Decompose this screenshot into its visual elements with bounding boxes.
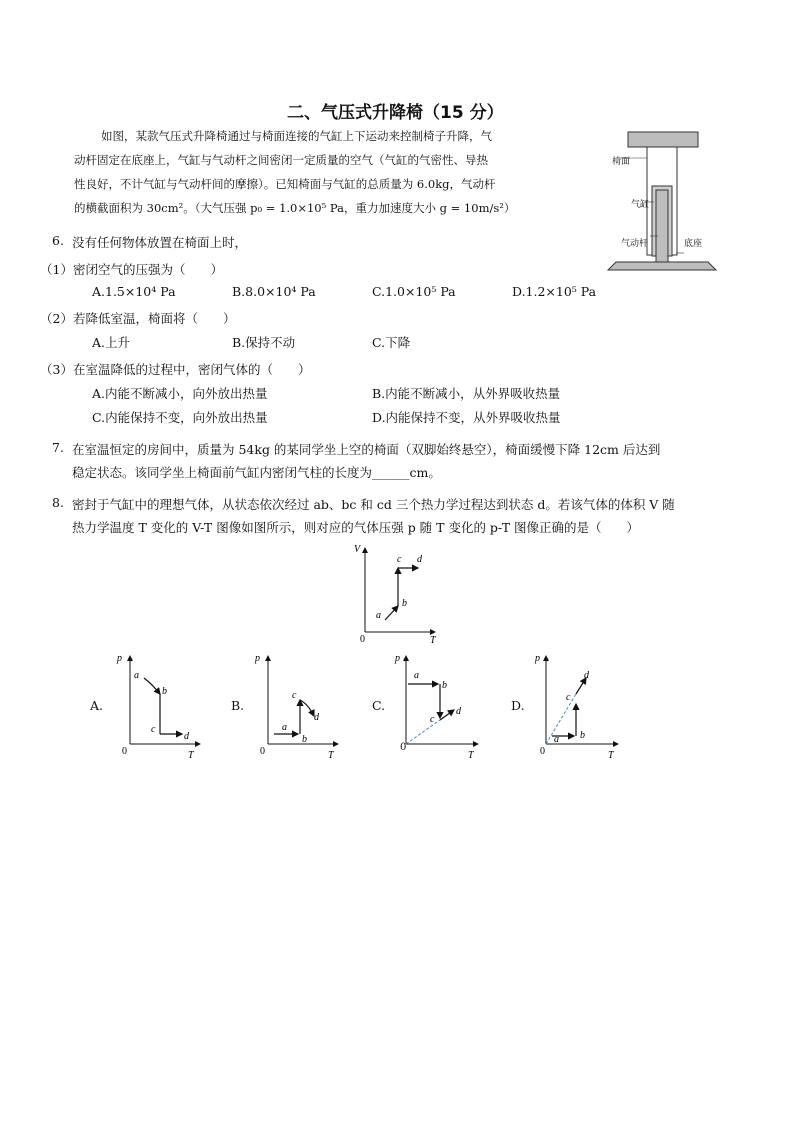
option-b-letter[interactable]: B. — [231, 698, 245, 713]
vt-chart — [350, 540, 442, 646]
pt-a-origin: 0 — [122, 746, 127, 757]
option-c-letter[interactable]: C. — [372, 698, 386, 713]
pt-a-segment-ab — [144, 678, 160, 694]
pt-c-origin: 0 — [400, 742, 407, 753]
q6-part3-option-c[interactable]: C.内能保持不变，向外放出热量 — [92, 410, 268, 425]
pt-d-origin: 0 — [540, 746, 545, 757]
q6-part1-option-d[interactable]: D.1.2×10⁵ Pa — [512, 284, 597, 299]
vt-label-a: a — [376, 610, 381, 621]
pt-chart-d[interactable] — [532, 648, 624, 760]
q6-part3-stem: （3）在室温降低的过程中，密闭气体的（ ） — [40, 362, 311, 377]
vt-x-label: T — [430, 635, 436, 646]
vt-label-d: d — [417, 554, 422, 565]
pt-a-label-b: b — [162, 686, 167, 697]
pt-c-y-label: p — [395, 653, 400, 664]
pt-b-label-b: b — [302, 734, 307, 745]
q6-part1-stem: （1）密闭空气的压强为（ ） — [40, 262, 223, 277]
vt-y-label: V — [354, 544, 361, 555]
intro-line-4: 的横截面积为 30cm²。（大气压强 p₀ = 1.0×10⁵ Pa，重力加速度大小 g = 10m/s²） — [74, 201, 516, 215]
base-plate — [608, 262, 716, 270]
q6-number: 6. — [52, 233, 64, 248]
cylinder-label: 气缸 — [631, 200, 650, 210]
pt-c-label-a: a — [414, 670, 419, 681]
rod-label: 气动杆 — [621, 239, 649, 249]
pt-c-x-label: T — [468, 750, 474, 760]
intro-line-2: 动杆固定在底座上，气缸与气动杆之间密闭一定质量的空气（气缸的气密性、导热 — [74, 153, 488, 167]
pt-a-label-c: c — [151, 724, 156, 735]
pt-d-label-b: b — [580, 730, 585, 741]
q6-part2-option-c[interactable]: C.下降 — [372, 335, 411, 350]
pt-c-label-d: d — [456, 706, 461, 717]
pt-b-label-a: a — [282, 722, 287, 733]
pt-b-x-label: T — [328, 750, 334, 760]
q8-number: 8. — [52, 495, 64, 510]
pt-c-label-b: b — [442, 680, 447, 691]
chair-figure — [600, 128, 722, 274]
base-label: 底座 — [684, 239, 703, 249]
vt-segment-ab — [385, 606, 398, 620]
pt-chart-b[interactable] — [252, 648, 342, 760]
seat-label: 椅面 — [612, 157, 631, 167]
q6-part2-option-b[interactable]: B.保持不动 — [232, 335, 296, 350]
q6-part2-stem: （2）若降低室温，椅面将（ ） — [40, 311, 236, 326]
pt-a-x-label: T — [188, 750, 194, 760]
q7-line-2: 稳定状态。该同学坐上椅面前气缸内密闭气柱的长度为______cm。 — [72, 465, 441, 480]
q6-part1-option-a[interactable]: A.1.5×10⁴ Pa — [92, 284, 176, 299]
pt-a-label-a: a — [134, 670, 139, 681]
pt-d-label-c: c — [566, 692, 571, 703]
q6-part2-option-a[interactable]: A.上升 — [92, 335, 131, 350]
rod-body — [656, 190, 668, 262]
pt-d-label-d: d — [584, 670, 589, 681]
q6-part1-option-b[interactable]: B.8.0×10⁴ Pa — [232, 284, 316, 299]
option-a-letter[interactable]: A. — [90, 698, 104, 713]
pt-b-label-d: d — [314, 712, 319, 723]
q6-part3-option-a[interactable]: A.内能不断减小，向外放出热量 — [92, 386, 268, 401]
pt-a-label-d: d — [184, 731, 189, 742]
section-title: 二、气压式升降椅（15 分） — [287, 103, 504, 123]
pt-d-x-label: T — [608, 750, 614, 760]
q8-line-1: 密封于气缸中的理想气体，从状态依次经过 ab、bc 和 cd 三个热力学过程达到状态 d。若该气体的体积 V 随 — [72, 497, 675, 512]
pt-chart-a[interactable] — [112, 648, 202, 760]
pt-b-label-c: c — [292, 690, 297, 701]
pt-b-origin: 0 — [260, 746, 265, 757]
pt-b-segment-cd — [300, 700, 314, 716]
vt-label-c: c — [397, 554, 402, 565]
q8-line-2: 热力学温度 T 变化的 V-T 图像如图所示，则对应的气体压强 p 随 T 变化的 p-T 图像正确的是（ ） — [72, 520, 640, 535]
pt-d-y-label: p — [535, 653, 540, 664]
q6-part3-option-b[interactable]: B.内能不断减小，从外界吸收热量 — [372, 386, 561, 401]
q6-part1-option-c[interactable]: C.1.0×10⁵ Pa — [372, 284, 456, 299]
pt-b-y-label: p — [255, 653, 260, 664]
option-d-letter[interactable]: D. — [511, 698, 525, 713]
pt-c-label-c: c — [430, 714, 435, 725]
pt-a-y-label: p — [117, 653, 122, 664]
q7-number: 7. — [52, 440, 64, 455]
q6-part3-option-d[interactable]: D.内能保持不变，从外界吸收热量 — [372, 410, 561, 425]
intro-line-3: 性良好，不计气缸与气动杆间的摩擦）。已知椅面与气缸的总质量为 6.0kg，气动杆 — [74, 177, 496, 191]
pt-c-dashed-guide — [406, 720, 440, 744]
pt-d-label-a: a — [554, 734, 559, 745]
q7-line-1: 在室温恒定的房间中，质量为 54kg 的某同学坐上空的椅面（双脚始终悬空），椅面缓慢下降 12cm 后达到 — [72, 442, 661, 457]
intro-line-1: 如图，某款气压式升降椅通过与椅面连接的气缸上下运动来控制椅子升降，气 — [101, 129, 492, 143]
seat-plate — [628, 132, 698, 147]
vt-origin: 0 — [360, 634, 365, 645]
pt-c-segment-cd — [440, 710, 454, 720]
vt-label-b: b — [402, 598, 407, 609]
q6-stem: 没有任何物体放置在椅面上时， — [72, 235, 248, 250]
